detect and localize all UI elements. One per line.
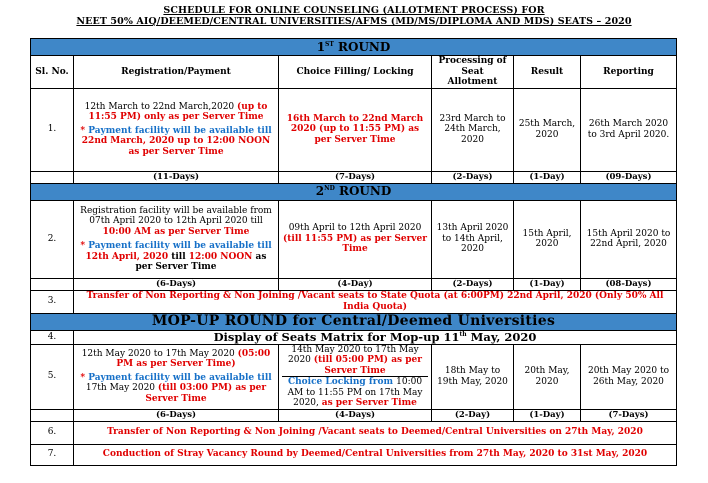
row-5-reg-dates <box>77 349 275 370</box>
row-2-reg-dates-text: Registration facility will be available from 07th April 2020 to 12th April 2020 till <box>80 205 272 226</box>
row-1-reg-dates <box>77 102 275 123</box>
row-5-payment-time: (till 03:00 PM) as per Server Time <box>145 383 267 404</box>
row-1-processing: 23rd March to 24th March, 2020 <box>432 88 514 171</box>
row-3-text: Transfer of Non Reporting & Non Joining /Vacant seats to State Quota (at 6:00PM) 22nd April, 2020 (Only 50% All India Quota) <box>74 290 677 313</box>
row-5-result: 20th May, 2020 <box>514 344 581 409</box>
row-5-result-duration: (1-Day) <box>514 409 581 421</box>
row-2-choice-duration: (4-Day) <box>279 278 432 290</box>
row-2-sl: 2. <box>31 200 74 278</box>
table-row-3 <box>31 290 677 313</box>
row-4-text-b: May, 2020 <box>466 329 537 344</box>
row-5-star: * <box>80 372 89 383</box>
row-4-sl: 4. <box>31 330 74 344</box>
row-2-choice-red: (till 11:55 PM) as per Server Time <box>282 233 428 255</box>
round-2-suffix: ND <box>324 185 335 193</box>
row-1-proc-duration: (2-Days) <box>432 171 514 183</box>
row-5-choice-filling-red: (till 05:00 PM) as per Server Time <box>313 355 422 376</box>
row-4-text-a: Display of Seats Matrix for Mop-up 11 <box>213 329 460 344</box>
row-2-payment-tail: as per Server Time <box>135 251 267 272</box>
row-2-registration <box>74 200 279 278</box>
header-result: Result <box>514 56 581 89</box>
row-2-reporting: 15th April 2020 to 22nd April, 2020 <box>581 200 677 278</box>
row-1-reporting: 26th March 2020 to 3rd April 2020. <box>581 88 677 171</box>
row-5-sl: 5. <box>31 344 74 409</box>
row-5-reg-duration: (6-Days) <box>74 409 279 421</box>
round-1-band <box>31 39 677 56</box>
header-choice: Choice Filling/ Locking <box>279 56 432 89</box>
row-1-reg-dates-text: 12th March to 22nd March,2020 <box>84 101 238 112</box>
row-5-choice-filling-text: 14th May 2020 to 17th May 2020 <box>288 344 419 365</box>
table-row-1 <box>31 88 677 171</box>
row-2-payment-date: 12th April, 2020 <box>85 251 169 262</box>
row-1-payment-note <box>77 126 275 158</box>
row-2-proc-duration: (2-Days) <box>432 278 514 290</box>
round-1-word: ROUND <box>333 39 391 54</box>
row-1-durations <box>31 171 677 183</box>
table-header-row <box>31 56 677 89</box>
row-1-reg-dates-red: (up to 11:55 PM) only as per Server Time <box>88 101 268 123</box>
table-row-4 <box>31 330 677 344</box>
header-processing: Processing of Seat Allotment <box>432 56 514 89</box>
round-2-word: ROUND <box>334 184 392 199</box>
row-5-reg-dates-red: (05:00 PM as per Server Time) <box>116 348 271 370</box>
row-2-choice-text: 09th April to 12th April 2020 <box>288 223 422 234</box>
row-1-result-duration: (1-Day) <box>514 171 581 183</box>
row-5-processing: 18th May to 19th May, 2020 <box>432 344 514 409</box>
table-row-5 <box>31 344 677 409</box>
row-5-payment-date: 17th May 2020 <box>85 383 158 394</box>
row-2-payment-time: 12:00 NOON <box>188 251 253 262</box>
row-2-result: 15th April, 2020 <box>514 200 581 278</box>
round-1-number: 1 <box>316 39 326 54</box>
row-5-choice-duration: (4-Days) <box>279 409 432 421</box>
title-line-1: SCHEDULE FOR ONLINE COUNSELING (ALLOTMENT PROCESS) FOR <box>163 5 545 16</box>
header-sl-no: Sl. No. <box>31 56 74 89</box>
table-row-6 <box>31 421 677 444</box>
row-2-star: * <box>80 241 89 251</box>
row-1-choice-duration: (7-Days) <box>279 171 432 183</box>
header-registration: Registration/Payment <box>74 56 279 89</box>
row-6-sl: 6. <box>31 421 74 444</box>
row-1-choice-text: 16th March to 22nd March 2020 (up to 11:55 PM) as per Server Time <box>286 113 424 145</box>
row-5-reporting: 20th May 2020 to 26th May, 2020 <box>581 344 677 409</box>
row-1-payment-deadline: 22nd March, 2020 up to 12:00 NOON as per Server Time <box>81 136 271 157</box>
row-2-processing: 13th April 2020 to 14th April, 2020 <box>432 200 514 278</box>
row-2-reg-duration: (6-Days) <box>74 278 279 290</box>
row-5-choice-filling <box>282 345 428 378</box>
row-1-report-duration: (09-Days) <box>581 171 677 183</box>
row-2-result-duration: (1-Day) <box>514 278 581 290</box>
row-2-choice <box>279 200 432 278</box>
row-1-result: 25th March, 2020 <box>514 88 581 171</box>
row-5-proc-duration: (2-Day) <box>432 409 514 421</box>
round-2-number: 2 <box>315 184 325 199</box>
row-1-reg-duration: (11-Days) <box>74 171 279 183</box>
mopup-band-text: MOP-UP ROUND for Central/Deemed Universities <box>31 313 677 330</box>
row-1-registration <box>74 88 279 171</box>
row-5-choice-locking-red: as per Server Time <box>321 398 417 408</box>
row-1-payment-text: Payment facility will be available till <box>88 125 272 136</box>
row-5-durations <box>31 409 677 421</box>
header-reporting: Reporting <box>581 56 677 89</box>
row-2-report-duration: (08-Days) <box>581 278 677 290</box>
row-2-durations <box>31 278 677 290</box>
row-1-star: * <box>80 125 89 136</box>
page-title <box>0 5 708 27</box>
row-7-text: Conduction of Stray Vacancy Round by Deemed/Central Universities from 27th May, 2020 to 31st May, 2020 <box>74 444 677 465</box>
row-6-text: Transfer of Non Reporting & Non Joining /Vacant seats to Deemed/Central Universities on 27th May, 2020 <box>74 421 677 444</box>
row-5-choice-locking <box>282 377 428 409</box>
row-5-reg-dates-text: 12th May 2020 to 17th May 2020 <box>81 348 238 359</box>
title-line-2: NEET 50% AIQ/DEEMED/CENTRAL UNIVERSITIES/AFMS (MD/MS/DIPLOMA AND MDS) SEATS – 2020 <box>76 16 632 27</box>
row-2-payment-text: Payment facility will be available till <box>88 241 272 251</box>
row-5-choice-locking-text: 10:00 AM to 11:55 PM on 17th May 2020, <box>287 377 423 408</box>
mopup-band <box>31 313 677 330</box>
row-5-payment-text: Payment facility will be available till <box>88 372 272 383</box>
table-row-2 <box>31 200 677 278</box>
round-2-band <box>31 183 677 200</box>
row-3-sl: 3. <box>31 290 74 313</box>
schedule-table <box>30 38 677 466</box>
row-2-payment-note <box>77 241 275 273</box>
round-1-suffix: ST <box>325 40 334 48</box>
row-5-report-duration: (7-Days) <box>581 409 677 421</box>
row-4-text <box>74 330 677 344</box>
row-5-choice <box>279 344 432 409</box>
row-2-reg-dates <box>77 206 275 238</box>
row-5-payment-note <box>77 373 275 405</box>
table-row-7 <box>31 444 677 465</box>
row-4-text-sup: th <box>459 330 467 338</box>
row-2-reg-dates-red: 10:00 AM as per Server Time <box>102 226 250 237</box>
row-1-choice <box>279 88 432 171</box>
row-5-registration <box>74 344 279 409</box>
row-7-sl: 7. <box>31 444 74 465</box>
row-5-choice-locking-label: Choice Locking from <box>287 377 397 387</box>
row-1-sl: 1. <box>31 88 74 171</box>
row-2-payment-mid: till <box>168 251 189 262</box>
